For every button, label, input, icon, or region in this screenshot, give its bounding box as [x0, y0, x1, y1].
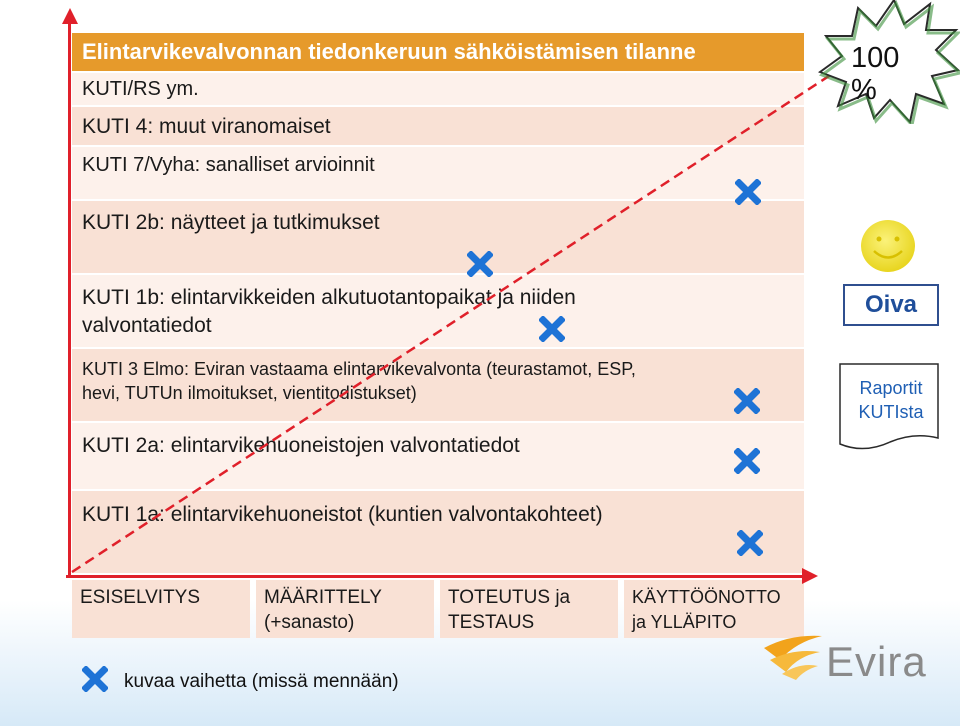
- legend-label: kuvaa vaihetta (missä mennään): [124, 671, 399, 692]
- row-label-line-2: hevi, TUTUn ilmoitukset, vientitodistukset): [82, 383, 417, 403]
- badge-value: 100: [851, 42, 900, 74]
- legend-marker-icon: [82, 666, 108, 692]
- progress-marker-icon: [734, 388, 760, 414]
- badge-unit: %: [851, 74, 877, 106]
- report-label-line-2: KUTIsta: [858, 402, 924, 422]
- evira-logo-text: Evira: [826, 638, 927, 685]
- row-label-line-2: valvontatiedot: [82, 314, 212, 337]
- progress-marker-icon: [735, 179, 761, 205]
- badge-label: [851, 42, 911, 106]
- oiva-label: Oiva: [843, 284, 939, 326]
- phase-label-2: ja YLLÄPITO: [632, 612, 737, 632]
- row-label: KUTI/RS ym.: [82, 78, 199, 100]
- row-label: KUTI 2b: näytteet ja tutkimukset: [82, 211, 380, 234]
- phase-label: KÄYTTÖÖNOTTO: [632, 587, 781, 607]
- smiley-icon: [859, 218, 917, 274]
- row-label: KUTI 2a: elintarvikehuoneistojen valvontatiedot: [82, 434, 520, 457]
- progress-marker-icon: [734, 448, 760, 474]
- phase-label: MÄÄRITTELY: [264, 587, 382, 608]
- row-label-line-1: KUTI 1b: elintarvikkeiden alkutuotantopaikat ja niiden: [82, 286, 576, 309]
- row-label-line-1: KUTI 3 Elmo: Eviran vastaama elintarvikevalvonta (teurastamot, ESP,: [82, 359, 636, 379]
- progress-marker-icon: [539, 316, 565, 342]
- phase-label: ESISELVITYS: [80, 587, 201, 608]
- report-label: [842, 376, 940, 424]
- progress-marker-icon: [467, 251, 493, 277]
- report-label-line-1: Raportit: [859, 378, 923, 398]
- evira-logo-icon: [760, 630, 826, 680]
- phase-label: TOTEUTUS ja: [448, 587, 571, 608]
- row-label: KUTI 7/Vyha: sanalliset arvioinnit: [82, 154, 375, 176]
- row-label: KUTI 1a: elintarvikehuoneistot (kuntien valvontakohteet): [82, 503, 603, 526]
- progress-marker-icon: [737, 530, 763, 556]
- phase-label-2: (+sanasto): [264, 612, 355, 633]
- row-label: KUTI 4: muut viranomaiset: [82, 115, 331, 138]
- phase-label-2: TESTAUS: [448, 612, 535, 633]
- page-title: Elintarvikevalvonnan tiedonkeruun sähköistämisen tilanne: [72, 33, 804, 71]
